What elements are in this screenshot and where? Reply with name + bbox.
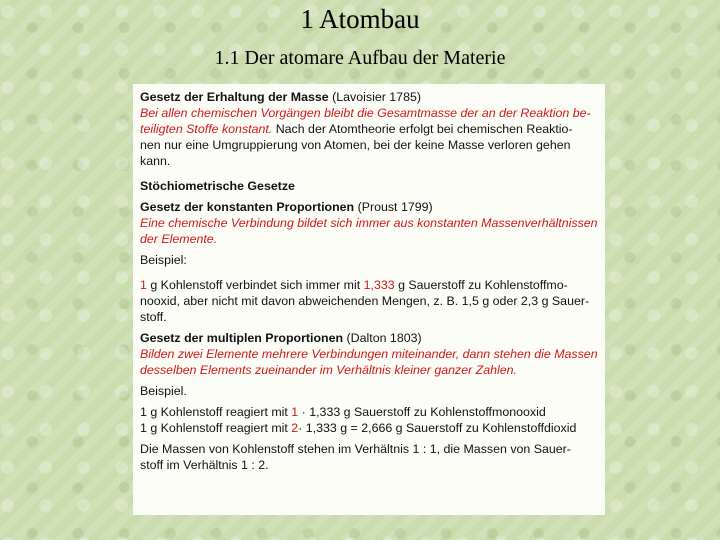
example-label: Beispiel. — [140, 384, 187, 398]
law-statement: Bilden zwei Elemente mehrere Verbindungen miteinander, dann stehen die Massen — [140, 347, 598, 361]
section-mass-conservation — [140, 89, 599, 169]
example-constant-proportions — [140, 277, 599, 325]
section-heading: Gesetz der konstanten Proportionen — [140, 200, 355, 214]
body-text: 1 g Kohlenstoff reagiert mit — [140, 421, 292, 435]
body-text: g Sauerstoff zu Kohlenstoffmo- — [394, 278, 568, 292]
body-text: · 1,333 g Sauerstoff zu Kohlenstoffmonooxid — [298, 405, 546, 419]
conclusion-text — [140, 441, 599, 473]
body-text: stoff im Verhältnis 1 : 2. — [140, 458, 269, 472]
highlight-number: 2 — [291, 421, 299, 435]
body-text: nen nur eine Umgruppierung von Atomen, bei der keine Masse verloren gehen — [140, 138, 571, 152]
highlight-number: 1,333 — [363, 278, 395, 292]
law-statement: desselben Elements zueinander im Verhältnis kleiner ganzer Zahlen. — [140, 363, 517, 377]
section-heading: Gesetz der multiplen Proportionen — [140, 331, 344, 345]
slide-subtitle: 1.1 Der atomare Aufbau der Materie — [214, 47, 506, 69]
section-constant-proportions — [140, 199, 599, 247]
section-reference: (Dalton 1803) — [343, 331, 422, 345]
body-text: 1 g Kohlenstoff reagiert mit — [140, 405, 292, 419]
section-reference: (Proust 1799) — [354, 200, 433, 214]
law-statement: der Elemente. — [140, 232, 218, 246]
body-text: · 1,333 g = 2,666 g Sauerstoff zu Kohlenstoffdioxid — [298, 421, 577, 435]
slide-title: 1 Atombau — [300, 4, 420, 34]
highlight-number: 1 — [140, 278, 147, 292]
body-text: g Kohlenstoff verbindet sich immer mit — [146, 278, 364, 292]
section-heading: Stöchiometrische Gesetze — [140, 179, 295, 193]
section-heading: Gesetz der Erhaltung der Masse — [140, 90, 329, 104]
body-text: kann. — [140, 154, 171, 168]
example-label: Beispiel: — [140, 253, 187, 267]
body-text: Die Massen von Kohlenstoff stehen im Verhältnis 1 : 1, die Massen von Sauer- — [140, 442, 571, 456]
example-multiple-proportions — [140, 404, 599, 436]
body-text: Nach der Atomtheorie erfolgt bei chemischen Reaktio- — [272, 122, 573, 136]
highlight-number: 1 — [291, 405, 299, 419]
law-statement: Eine chemische Verbindung bildet sich immer aus konstanten Massenverhältnissen — [140, 216, 598, 230]
section-reference: (Lavoisier 1785) — [328, 90, 421, 104]
section-stoichiometric — [140, 178, 599, 194]
law-statement: Bei allen chemischen Vorgängen bleibt die Gesamtmasse der an der Reaktion be- — [140, 106, 591, 120]
body-text: stoff. — [140, 310, 167, 324]
textbook-excerpt — [133, 84, 605, 515]
body-text: nooxid, aber nicht mit davon abweichenden Mengen, z. B. 1,5 g oder 2,3 g Sauer- — [140, 294, 590, 308]
section-multiple-proportions — [140, 330, 599, 378]
law-statement: teiligten Stoffe konstant. — [140, 122, 273, 136]
